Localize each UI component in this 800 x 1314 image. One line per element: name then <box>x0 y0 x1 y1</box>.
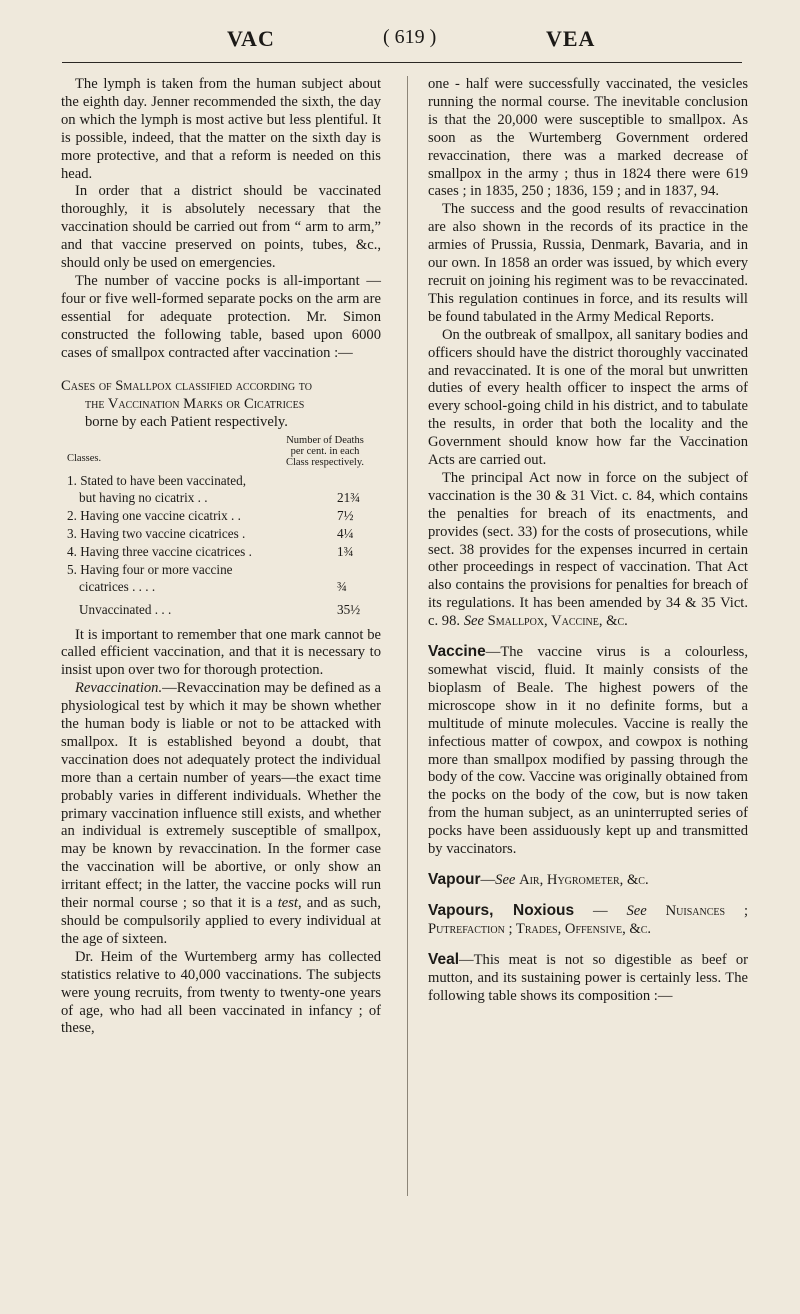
paragraph-lymph: The lymph is taken from the human subject about the eighth day. Jenner recommended the sixth, the day on which the lymph is most active but less plentiful. It is possible, indeed, that the matter on the sixth day is more protective, and that a reform is needed on this head. <box>61 76 381 182</box>
cross-reference: Air, Hygrometer, &c. <box>519 871 649 888</box>
right-column <box>428 76 748 1005</box>
running-head-left: VAC <box>227 26 275 51</box>
test-emphasis: test <box>277 895 298 912</box>
paragraph-outbreak: On the outbreak of smallpox, all sanitary bodies and officers should have the district thoroughly vaccinated and revaccinated. It is one of the moral but unwritten duties of every health officer to inspect the arms of every school-going child in his district, and to tabulate the results, in order that both the locality and the Government should know how far the Vaccination Acts are carried out. <box>428 326 748 469</box>
revaccination-heading: Revaccination. <box>75 680 163 697</box>
page-number: ( 619 ) <box>383 26 437 48</box>
entry-vaccine: Vaccine—The vaccine virus is a colourless, somewhat viscid, fluid. It mainly consists of the bioplasm of Beale. The highest powers of the microscope show in it no definite forms, but a multitude of minute molecules. Vaccine is really the infectious matter of cowpox, and cowpox is nothing more than smallpox modified by passing through the body of the cow. Vaccine was originally obtained from the pocks on the body of the cow, but is now taken from the human subject, as an uninterrupted series of pocks have been assiduously kept up and transmitted by vaccinators. <box>428 643 748 858</box>
caption-line-3: borne by each Patient respectively. <box>85 413 288 430</box>
paragraph-act: The principal Act now in force on the subject of vaccination is the 30 & 31 Vict. c. 84, which contains the penalties for breach of its enactments, and provides (sect. 33) for the costs of prosecutions, while sect. 38 provides for the expenses incurred in certain other proceedings in respect of vaccination. That Act also contains the provisions for penalties for breach of its regulations. It has been amended by 34 & 35 Vict. c. 98. See Smallpox, Vaccine, &c. <box>428 469 748 630</box>
smallpox-table: Number of Deaths per cent. in each Class respectively. Classes. 1. Stated to have been vaccinated, but having no cicatrix . . 21¾ 2. Having one vaccine cicatrix . . 7½ 3. Having two vaccine cicatrices . 4¼ 4. Having three vaccine cicatrices . 1¾ 5. Having four or more vaccine cicatrices . . . . ¾ Unvaccinated . . . 35½ <box>61 435 381 611</box>
paragraph-one-mark: It is important to remember that one mark cannot be called efficient vaccination, and that it is necessary to insist upon over two for thorough protection. <box>61 626 381 679</box>
paragraph-heim: Dr. Heim of the Wurtemberg army has collected statistics relative to 40,000 vaccinations. The subjects were young recruits, from twenty to twenty-one years of age, who had all been vaccinated in infancy ; of these, <box>61 948 381 1037</box>
paragraph-arm-to-arm: In order that a district should be vaccinated thoroughly, it is absolutely necessary that the vaccination should be carried out from “ arm to arm,” and that vaccine preserved on points, tubes, &c., should only be used on emergencies. <box>61 183 381 272</box>
entry-vapours-noxious: Vapours, Noxious — See Nuisances ; Putrefaction ; Trades, Offensive, &c. <box>428 901 749 937</box>
cross-reference: Nuisances ; Putrefaction ; Trades, Offensive, &c. <box>428 902 749 937</box>
table-header-deaths: Number of Deaths per cent. in each Class respectively. <box>285 434 365 468</box>
header-rule <box>62 62 742 63</box>
running-head-right: VEA <box>546 26 596 51</box>
table-header-classes: Classes. <box>67 452 102 464</box>
headword-vapours-noxious: Vapours, Noxious <box>428 901 575 919</box>
entry-veal: Veal—This meat is not so digestible as beef or mutton, and its sustaining power is certainly less. The following table shows its composition :— <box>428 950 748 1004</box>
headword-vapour: Vapour <box>428 870 481 888</box>
cross-reference: Smallpox, Vaccine, &c. <box>487 613 628 630</box>
column-divider <box>407 76 408 1196</box>
headword-veal: Veal <box>428 950 460 968</box>
table-caption <box>61 377 381 431</box>
headword-vaccine: Vaccine <box>428 643 486 661</box>
paragraph-wurtemberg: one - half were successfully vaccinated, the vesicles running the normal course. The inevitable conclusion is that the 20,000 were susceptible to smallpox. As soon as the Wurtemberg Government ordered revaccination, there was a marked decrease of smallpox in the army ; thus in 1824 there were 619 cases ; in 1835, 250 ; 1836, 159 ; and in 1837, 94. <box>428 76 748 200</box>
paragraph-revaccination: Revaccination.—Revaccination may be defined as a physiological test by which it may be shown whether the human body is liable or not to be attacked with smallpox. It is established beyond a doubt, that vaccination does not adequately protect the individual more than a certain number of years—the exact time probably varies in different individuals. Whether the primary vaccination influence still exists, and whether an individual is extremely susceptible of smallpox, may be known by revaccination. In the former case the vaccination will be abortive, or only show an irritant effect; in the latter, the vaccine pocks will run their normal course ; so that it is a test, and as such, should be compulsorily applied to every individual at the age of sixteen. <box>61 680 381 947</box>
paragraph-vaccine-pocks: The number of vaccine pocks is all-important —four or five well-formed separate pocks on the arm are essential for adequate protection. Mr. Simon constructed the following table, based upon 6000 cases of smallpox contracted after vaccination :— <box>61 272 381 361</box>
caption-line-1: Cases of Smallpox classified according to <box>61 377 312 394</box>
page-header <box>0 0 800 70</box>
entry-vapour: Vapour—See Air, Hygrometer, &c. <box>428 870 649 888</box>
caption-line-2: the Vaccination Marks or Cicatrices <box>85 395 305 412</box>
see-reference: See <box>463 613 484 630</box>
paragraph-armies: The success and the good results of revaccination are also shown in the records of its practice in the armies of Prussia, Russia, Denmark, Bavaria, and in our own. In 1858 an order was issued, by which every recruit on joining his regiment was to be revaccinated. This regulation continues in force, and its results will be found tabulated in the Army Medical Reports. <box>428 201 748 325</box>
left-column <box>61 76 381 1038</box>
